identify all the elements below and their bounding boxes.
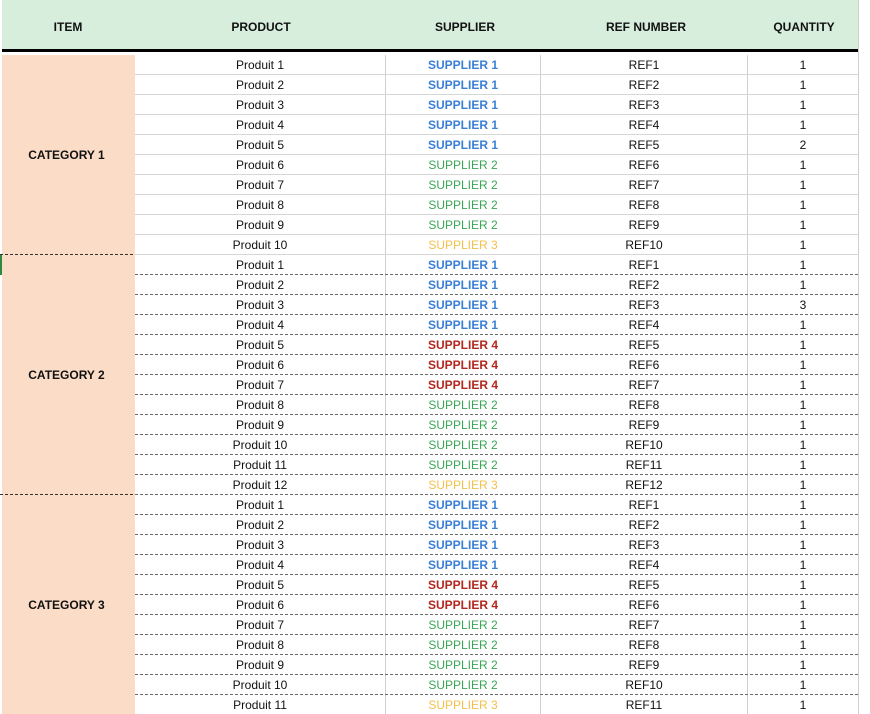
supplier-cell[interactable]: SUPPLIER 2 (386, 675, 541, 694)
supplier-cell[interactable]: SUPPLIER 2 (386, 175, 541, 194)
product-cell[interactable]: Produit 3 (135, 535, 386, 554)
ref-number-cell[interactable]: REF3 (541, 535, 748, 554)
quantity-cell[interactable]: 1 (799, 258, 807, 272)
product-cell[interactable]: Produit 1 (135, 55, 386, 74)
product-cell[interactable]: Produit 7 (135, 375, 386, 394)
product-cell[interactable]: Produit 5 (135, 135, 386, 154)
product-cell[interactable]: Produit 9 (135, 215, 386, 234)
quantity-cell[interactable]: 1 (799, 578, 807, 592)
ref-number-cell[interactable]: REF3 (541, 95, 748, 114)
table-row (135, 695, 858, 714)
supplier-cell[interactable]: SUPPLIER 3 (386, 475, 541, 494)
table-row (135, 655, 858, 675)
table-row (135, 355, 858, 375)
product-cell[interactable]: Produit 5 (135, 575, 386, 594)
supplier-cell[interactable]: SUPPLIER 2 (386, 395, 541, 414)
table-row (135, 575, 858, 595)
table-row (135, 335, 858, 355)
category-cell[interactable] (2, 255, 135, 495)
product-cell[interactable]: Produit 2 (135, 75, 386, 94)
product-cell[interactable]: Produit 4 (135, 115, 386, 134)
quantity-cell[interactable]: 1 (799, 538, 807, 552)
column-header-ref-number[interactable]: REF NUMBER (606, 20, 686, 34)
table-row (135, 475, 858, 495)
supplier-cell[interactable]: SUPPLIER 4 (386, 355, 541, 374)
ref-number-cell[interactable]: REF6 (541, 595, 748, 614)
data-rows (135, 55, 858, 714)
quantity-cell[interactable]: 1 (799, 558, 807, 572)
product-cell[interactable]: Produit 4 (135, 315, 386, 334)
supplier-cell[interactable]: SUPPLIER 1 (386, 555, 541, 574)
category-label: CATEGORY 2 (28, 368, 105, 382)
ref-number-cell[interactable]: REF6 (541, 155, 748, 174)
ref-number-cell[interactable]: REF3 (541, 295, 748, 314)
product-cell[interactable]: Produit 8 (135, 195, 386, 214)
product-cell[interactable]: Produit 3 (135, 95, 386, 114)
product-cell[interactable]: Produit 9 (135, 415, 386, 434)
table-row (135, 415, 858, 435)
ref-number-cell[interactable]: REF7 (541, 175, 748, 194)
quantity-cell[interactable]: 1 (799, 218, 807, 232)
product-cell[interactable]: Produit 6 (135, 355, 386, 374)
table-row (135, 375, 858, 395)
category-cell[interactable] (2, 55, 135, 255)
product-cell[interactable]: Produit 12 (135, 475, 386, 494)
quantity-cell[interactable]: 1 (799, 638, 807, 652)
column-header-quantity[interactable]: QUANTITY (773, 20, 835, 34)
supplier-cell[interactable]: SUPPLIER 1 (386, 315, 541, 334)
table-row (135, 495, 858, 515)
header-row (2, 0, 858, 52)
supplier-cell[interactable]: SUPPLIER 2 (386, 635, 541, 654)
ref-number-cell[interactable]: REF9 (541, 655, 748, 674)
supplier-cell[interactable]: SUPPLIER 2 (386, 415, 541, 434)
ref-number-cell[interactable]: REF8 (541, 395, 748, 414)
table-row (135, 155, 858, 175)
product-cell[interactable]: Produit 10 (135, 235, 386, 254)
table-row (135, 95, 858, 115)
supplier-cell[interactable]: SUPPLIER 2 (386, 215, 541, 234)
ref-number-cell[interactable]: REF5 (541, 335, 748, 354)
product-cell[interactable]: Produit 7 (135, 615, 386, 634)
table-row (135, 615, 858, 635)
product-cell[interactable]: Produit 8 (135, 395, 386, 414)
product-cell[interactable]: Produit 1 (135, 495, 386, 514)
next-column-edge (858, 0, 870, 714)
quantity-cell[interactable]: 1 (799, 278, 807, 292)
quantity-cell[interactable]: 1 (799, 478, 807, 492)
quantity-cell[interactable]: 1 (799, 238, 807, 252)
quantity-cell[interactable]: 1 (799, 458, 807, 472)
table-row (135, 255, 858, 275)
quantity-cell[interactable]: 1 (799, 358, 807, 372)
quantity-cell[interactable]: 1 (799, 118, 807, 132)
quantity-cell[interactable]: 1 (799, 338, 807, 352)
product-cell[interactable]: Produit 9 (135, 655, 386, 674)
table-row (135, 435, 858, 455)
table-row (135, 455, 858, 475)
table-row (135, 135, 858, 155)
ref-number-cell[interactable]: REF4 (541, 315, 748, 334)
quantity-cell[interactable]: 1 (799, 398, 807, 412)
ref-number-cell[interactable]: REF4 (541, 115, 748, 134)
table-row (135, 215, 858, 235)
table-row (135, 675, 858, 695)
ref-number-cell[interactable]: REF2 (541, 275, 748, 294)
column-header-product[interactable]: PRODUCT (231, 20, 291, 34)
ref-number-cell[interactable]: REF10 (541, 675, 748, 694)
product-cell[interactable]: Produit 11 (135, 455, 386, 474)
selection-marker (0, 255, 2, 275)
supplier-cell[interactable]: SUPPLIER 1 (386, 115, 541, 134)
ref-number-cell[interactable]: REF11 (541, 695, 748, 714)
quantity-cell[interactable]: 1 (799, 98, 807, 112)
ref-number-cell[interactable]: REF8 (541, 635, 748, 654)
supplier-cell[interactable]: SUPPLIER 1 (386, 515, 541, 534)
product-cell[interactable]: Produit 10 (135, 675, 386, 694)
table-row (135, 295, 858, 315)
ref-number-cell[interactable]: REF1 (541, 55, 748, 74)
supplier-cell[interactable]: SUPPLIER 4 (386, 335, 541, 354)
quantity-cell[interactable]: 1 (799, 178, 807, 192)
supplier-cell[interactable]: SUPPLIER 4 (386, 575, 541, 594)
table-row (135, 315, 858, 335)
ref-number-cell[interactable]: REF9 (541, 215, 748, 234)
ref-number-cell[interactable]: REF5 (541, 135, 748, 154)
product-cell[interactable]: Produit 6 (135, 595, 386, 614)
quantity-cell[interactable]: 1 (799, 518, 807, 532)
quantity-cell[interactable]: 1 (799, 418, 807, 432)
supplier-cell[interactable]: SUPPLIER 1 (386, 535, 541, 554)
quantity-cell[interactable]: 1 (799, 658, 807, 672)
ref-number-cell[interactable]: REF2 (541, 75, 748, 94)
product-cell[interactable]: Produit 8 (135, 635, 386, 654)
table-row (135, 555, 858, 575)
product-cell[interactable]: Produit 2 (135, 515, 386, 534)
quantity-cell[interactable]: 1 (799, 198, 807, 212)
table-row (135, 175, 858, 195)
supplier-cell[interactable]: SUPPLIER 1 (386, 95, 541, 114)
quantity-cell[interactable]: 1 (799, 158, 807, 172)
quantity-cell[interactable]: 1 (799, 78, 807, 92)
supplier-cell[interactable]: SUPPLIER 1 (386, 135, 541, 154)
ref-number-cell[interactable]: REF7 (541, 375, 748, 394)
quantity-cell[interactable]: 1 (799, 618, 807, 632)
ref-number-cell[interactable]: REF1 (541, 255, 748, 274)
ref-number-cell[interactable]: REF9 (541, 415, 748, 434)
product-cell[interactable]: Produit 11 (135, 695, 386, 714)
supplier-cell[interactable]: SUPPLIER 1 (386, 75, 541, 94)
ref-number-cell[interactable]: REF10 (541, 435, 748, 454)
quantity-cell[interactable]: 1 (799, 378, 807, 392)
quantity-cell[interactable]: 2 (799, 138, 807, 152)
table-row (135, 275, 858, 295)
table-row (135, 75, 858, 95)
product-cell[interactable]: Produit 7 (135, 175, 386, 194)
supplier-cell[interactable]: SUPPLIER 4 (386, 595, 541, 614)
quantity-cell[interactable]: 1 (799, 438, 807, 452)
product-cell[interactable]: Produit 1 (135, 255, 386, 274)
category-label: CATEGORY 3 (28, 598, 105, 612)
category-cell[interactable] (2, 495, 135, 714)
product-cell[interactable]: Produit 4 (135, 555, 386, 574)
column-header-item[interactable]: ITEM (53, 20, 83, 34)
supplier-cell[interactable]: SUPPLIER 2 (386, 195, 541, 214)
supplier-cell[interactable]: SUPPLIER 4 (386, 375, 541, 394)
supplier-cell[interactable]: SUPPLIER 3 (386, 695, 541, 714)
ref-number-cell[interactable]: REF4 (541, 555, 748, 574)
ref-number-cell[interactable]: REF2 (541, 515, 748, 534)
table-row (135, 195, 858, 215)
product-cell[interactable]: Produit 2 (135, 275, 386, 294)
supplier-cell[interactable]: SUPPLIER 3 (386, 235, 541, 254)
quantity-cell[interactable]: 1 (799, 678, 807, 692)
column-header-supplier[interactable]: SUPPLIER (434, 20, 495, 34)
supplier-cell[interactable]: SUPPLIER 2 (386, 655, 541, 674)
table-row (135, 595, 858, 615)
ref-number-cell[interactable]: REF11 (541, 455, 748, 474)
quantity-cell[interactable]: 1 (799, 58, 807, 72)
quantity-cell[interactable]: 3 (799, 298, 807, 312)
table-row (135, 395, 858, 415)
table-row (135, 535, 858, 555)
table-row (135, 635, 858, 655)
product-cell[interactable]: Produit 5 (135, 335, 386, 354)
product-cell[interactable]: Produit 10 (135, 435, 386, 454)
supplier-cell[interactable]: SUPPLIER 1 (386, 295, 541, 314)
quantity-cell[interactable]: 1 (799, 598, 807, 612)
table-row (135, 55, 858, 75)
table-row (135, 515, 858, 535)
quantity-cell[interactable]: 1 (799, 498, 807, 512)
product-cell[interactable]: Produit 3 (135, 295, 386, 314)
ref-number-cell[interactable]: REF5 (541, 575, 748, 594)
supplier-cell[interactable]: SUPPLIER 1 (386, 55, 541, 74)
ref-number-cell[interactable]: REF10 (541, 235, 748, 254)
ref-number-cell[interactable]: REF8 (541, 195, 748, 214)
table-row (135, 115, 858, 135)
ref-number-cell[interactable]: REF12 (541, 475, 748, 494)
supplier-cell[interactable]: SUPPLIER 2 (386, 155, 541, 174)
supplier-cell[interactable]: SUPPLIER 1 (386, 275, 541, 294)
supplier-cell[interactable]: SUPPLIER 1 (386, 255, 541, 274)
product-cell[interactable]: Produit 6 (135, 155, 386, 174)
supplier-cell[interactable]: SUPPLIER 2 (386, 615, 541, 634)
supplier-cell[interactable]: SUPPLIER 2 (386, 455, 541, 474)
category-label: CATEGORY 1 (28, 148, 105, 162)
ref-number-cell[interactable]: REF1 (541, 495, 748, 514)
ref-number-cell[interactable]: REF6 (541, 355, 748, 374)
supplier-cell[interactable]: SUPPLIER 1 (386, 495, 541, 514)
quantity-cell[interactable]: 1 (799, 698, 807, 712)
quantity-cell[interactable]: 1 (799, 318, 807, 332)
table-row (135, 235, 858, 255)
ref-number-cell[interactable]: REF7 (541, 615, 748, 634)
supplier-cell[interactable]: SUPPLIER 2 (386, 435, 541, 454)
